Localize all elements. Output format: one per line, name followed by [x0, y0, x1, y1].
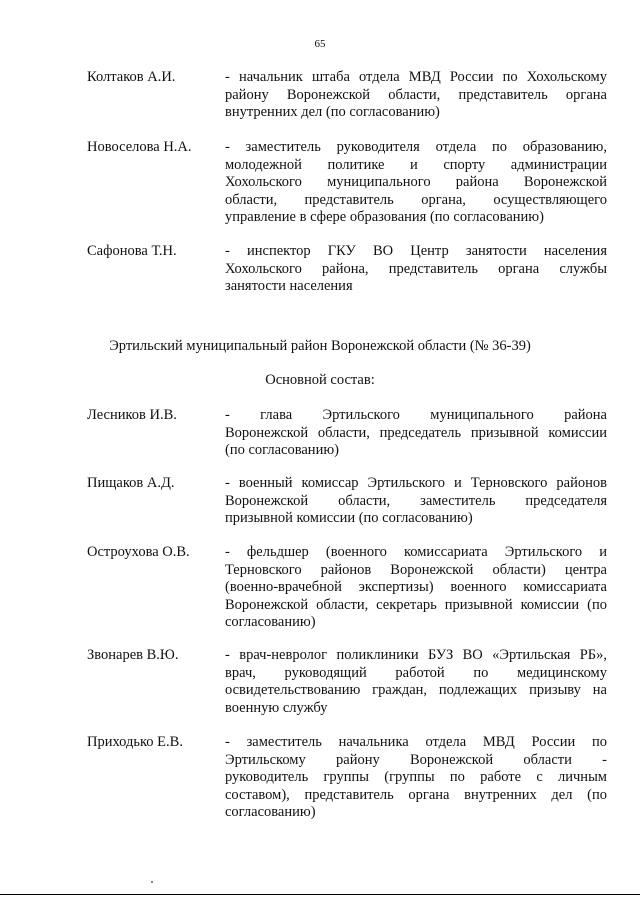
- role-line: - инспектор ГКУ ВО Центр занятости населения: [225, 243, 607, 259]
- member-role: [225, 407, 607, 460]
- role-line: Хохольского муниципального района Воронежской: [225, 174, 607, 191]
- member-name: Пищаков А.Д.: [87, 475, 175, 491]
- role-line: - заместитель руководителя отдела по образованию,: [225, 139, 607, 155]
- role-line: руководитель группы (группы по работе с личным: [225, 769, 607, 786]
- role-line: врач, руководящий работой по медицинскому: [225, 664, 607, 681]
- role-line: области, представитель органа, осуществляющего: [225, 191, 607, 208]
- role-line: - врач-невролог поликлиники БУЗ ВО «Эртильская РБ»,: [225, 647, 607, 663]
- role-line: согласованию): [225, 614, 316, 631]
- role-line: военную службу: [225, 699, 328, 716]
- member-name: Приходько Е.В.: [87, 734, 183, 750]
- role-line: - начальник штаба отдела МВД России по Хохольскому: [225, 69, 607, 85]
- role-line: молодежной политике и спорту администрации: [225, 156, 607, 173]
- member-role: [225, 544, 607, 632]
- member-role: [225, 475, 607, 528]
- scan-edge-line: [0, 894, 640, 895]
- role-line: - глава Эртильского муниципального района: [225, 407, 607, 423]
- role-line: району Воронежской области, представитель органа: [225, 86, 607, 103]
- role-line: Воронежской области, заместитель председателя: [225, 492, 607, 509]
- role-line: занятости населения: [225, 278, 353, 295]
- member-name: Остроухова О.В.: [87, 544, 190, 560]
- member-role: [225, 647, 607, 717]
- role-line: внутренних дел (по согласованию): [225, 104, 440, 121]
- page-number: 65: [314, 38, 326, 50]
- role-line: Хохольского района, представитель органа службы: [225, 260, 607, 277]
- member-name: Звонарев В.Ю.: [87, 647, 179, 663]
- role-line: освидетельствованию граждан, подлежащих призыву на: [225, 682, 607, 699]
- member-name: Лесников И.В.: [87, 407, 177, 423]
- member-role: [225, 243, 607, 296]
- role-line: Воронежской области, председатель призывной комиссии: [225, 424, 607, 441]
- subsection-title: Основной состав:: [265, 372, 375, 388]
- member-role: [225, 139, 607, 227]
- role-line: Эртильскому району Воронежской области -: [225, 751, 607, 768]
- member-role: [225, 69, 607, 122]
- role-line: призывной комиссии (по согласованию): [225, 510, 473, 527]
- role-line: Терновского районов Воронежской области) центра: [225, 561, 607, 578]
- role-line: Воронежской области, секретарь призывной комиссии (по: [225, 596, 607, 613]
- member-name: Колтаков А.И.: [87, 69, 176, 85]
- scan-speck: [151, 881, 153, 883]
- member-name: Новоселова Н.А.: [87, 139, 192, 155]
- role-line: управление в сфере образования (по согласованию): [225, 209, 544, 226]
- role-line: составом), представитель органа внутренних дел (по: [225, 786, 607, 803]
- member-role: [225, 734, 607, 822]
- section-title: Эртильский муниципальный район Воронежской области (№ 36-39): [109, 338, 531, 354]
- role-line: (по согласованию): [225, 442, 339, 459]
- role-line: - фельдшер (военного комиссариата Эртильского и: [225, 544, 607, 560]
- member-name: Сафонова Т.Н.: [87, 243, 177, 259]
- role-line: (военно-врачебной экспертизы) военного комиссариата: [225, 579, 607, 596]
- role-line: - заместитель начальника отдела МВД России по: [225, 734, 607, 750]
- role-line: согласованию): [225, 804, 316, 821]
- role-line: - военный комиссар Эртильского и Терновского районов: [225, 475, 607, 491]
